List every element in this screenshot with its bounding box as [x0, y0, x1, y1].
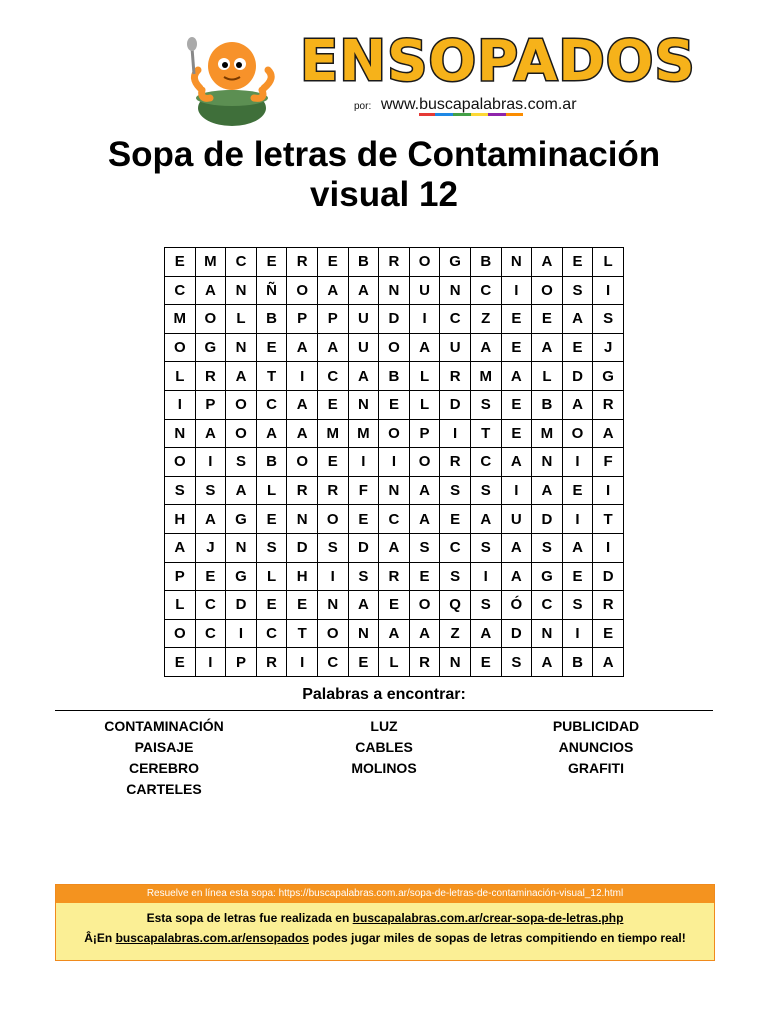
grid-cell: E: [165, 648, 196, 677]
word-list-column-3: [486, 716, 706, 779]
header: [0, 0, 768, 130]
grid-cell: E: [256, 591, 287, 620]
grid-cell: S: [470, 591, 501, 620]
grid-cell: I: [593, 276, 624, 305]
grid-cell: Q: [440, 591, 471, 620]
grid-cell: A: [562, 390, 593, 419]
grid-cell: N: [440, 648, 471, 677]
grid-cell: C: [256, 390, 287, 419]
grid-cell: O: [379, 419, 410, 448]
grid-cell: L: [226, 305, 257, 334]
grid-row: [165, 562, 624, 591]
grid-cell: A: [532, 648, 563, 677]
grid-cell: R: [593, 390, 624, 419]
brand-logo: ENSOPADOS: [300, 29, 696, 94]
grid-cell: L: [165, 362, 196, 391]
grid-cell: M: [470, 362, 501, 391]
grid-cell: A: [226, 476, 257, 505]
grid-cell: I: [562, 505, 593, 534]
grid-cell: B: [348, 248, 379, 277]
page-title: [0, 135, 768, 215]
grid-cell: A: [562, 533, 593, 562]
word-list-column-1: [54, 716, 274, 800]
grid-cell: S: [256, 533, 287, 562]
grid-cell: S: [501, 648, 532, 677]
grid-cell: Ó: [501, 591, 532, 620]
word-item: CABLES: [355, 739, 413, 755]
grid-cell: N: [532, 448, 563, 477]
grid-cell: L: [379, 648, 410, 677]
grid-cell: I: [165, 390, 196, 419]
grid-cell: R: [256, 648, 287, 677]
grid-cell: N: [226, 533, 257, 562]
grid-cell: O: [379, 333, 410, 362]
grid-cell: I: [562, 448, 593, 477]
ensopados-link[interactable]: buscapalabras.com.ar/ensopados: [115, 931, 309, 945]
grid-cell: C: [317, 362, 348, 391]
grid-cell: E: [562, 476, 593, 505]
grid-cell: C: [165, 276, 196, 305]
grid-cell: O: [317, 619, 348, 648]
word-search-grid: [164, 247, 624, 677]
grid-cell: G: [226, 505, 257, 534]
grid-cell: D: [348, 533, 379, 562]
grid-cell: N: [348, 390, 379, 419]
grid-cell: L: [256, 562, 287, 591]
grid-cell: P: [165, 562, 196, 591]
title-line-2: visual 12: [310, 175, 458, 214]
grid-cell: A: [379, 533, 410, 562]
grid-cell: E: [501, 390, 532, 419]
grid-cell: E: [562, 562, 593, 591]
grid-cell: S: [593, 305, 624, 334]
grid-cell: N: [379, 476, 410, 505]
grid-cell: C: [440, 305, 471, 334]
grid-cell: A: [379, 619, 410, 648]
grid-cell: S: [562, 591, 593, 620]
grid-cell: R: [440, 362, 471, 391]
grid-cell: S: [470, 533, 501, 562]
grid-cell: N: [348, 619, 379, 648]
grid-row: [165, 505, 624, 534]
grid-cell: A: [165, 533, 196, 562]
grid-cell: A: [287, 419, 318, 448]
grid-cell: O: [165, 448, 196, 477]
grid-cell: O: [195, 305, 226, 334]
grid-cell: M: [195, 248, 226, 277]
play-suffix: podes jugar miles de sopas de letras compitiendo en tiempo real!: [308, 931, 686, 945]
grid-cell: N: [440, 276, 471, 305]
grid-cell: I: [409, 305, 440, 334]
grid-cell: Z: [440, 619, 471, 648]
grid-cell: N: [532, 619, 563, 648]
grid-cell: B: [256, 305, 287, 334]
grid-cell: A: [501, 533, 532, 562]
octopus-mascot-logo: [180, 28, 280, 128]
grid-cell: O: [226, 390, 257, 419]
grid-cell: S: [348, 562, 379, 591]
grid-cell: U: [348, 333, 379, 362]
grid-cell: B: [470, 248, 501, 277]
grid-cell: T: [256, 362, 287, 391]
grid-cell: F: [593, 448, 624, 477]
grid-cell: I: [348, 448, 379, 477]
grid-cell: I: [440, 419, 471, 448]
grid-cell: I: [195, 648, 226, 677]
grid-cell: E: [562, 333, 593, 362]
byline-por: por:: [354, 101, 372, 112]
grid-cell: E: [256, 248, 287, 277]
grid-cell: R: [287, 248, 318, 277]
grid-cell: R: [195, 362, 226, 391]
grid-cell: O: [165, 333, 196, 362]
grid-cell: A: [470, 619, 501, 648]
word-list-column-2: [274, 716, 494, 779]
word-item: CEREBRO: [128, 760, 199, 776]
grid-cell: M: [165, 305, 196, 334]
grid-cell: L: [409, 390, 440, 419]
grid-cell: R: [409, 648, 440, 677]
grid-cell: S: [165, 476, 196, 505]
grid-cell: Z: [470, 305, 501, 334]
grid-cell: P: [226, 648, 257, 677]
grid-cell: E: [593, 619, 624, 648]
grid-cell: L: [256, 476, 287, 505]
grid-cell: U: [440, 333, 471, 362]
grid-cell: O: [287, 448, 318, 477]
site-url[interactable]: [381, 96, 577, 116]
grid-cell: O: [409, 448, 440, 477]
grid-cell: P: [195, 390, 226, 419]
grid-cell: E: [317, 390, 348, 419]
grid-row: [165, 448, 624, 477]
grid-cell: N: [165, 419, 196, 448]
grid-cell: D: [593, 562, 624, 591]
grid-cell: D: [562, 362, 593, 391]
grid-cell: A: [195, 419, 226, 448]
grid-cell: C: [532, 591, 563, 620]
play-line: [56, 931, 714, 945]
grid-cell: E: [348, 648, 379, 677]
grid-cell: A: [532, 476, 563, 505]
grid-cell: M: [348, 419, 379, 448]
grid-cell: A: [348, 276, 379, 305]
grid-cell: A: [501, 562, 532, 591]
grid-cell: E: [287, 591, 318, 620]
grid-cell: S: [470, 390, 501, 419]
grid-cell: O: [165, 619, 196, 648]
grid-cell: D: [226, 591, 257, 620]
grid-cell: G: [195, 333, 226, 362]
grid-cell: A: [532, 333, 563, 362]
create-link[interactable]: buscapalabras.com.ar/crear-sopa-de-letras.php: [352, 911, 624, 925]
grid-cell: B: [532, 390, 563, 419]
grid-row: [165, 533, 624, 562]
title-line-1: Sopa de letras de Contaminación: [107, 135, 661, 174]
grid-cell: C: [195, 619, 226, 648]
grid-cell: O: [287, 276, 318, 305]
grid-cell: E: [195, 562, 226, 591]
word-item: GRAFITI: [568, 760, 624, 776]
grid-cell: U: [501, 505, 532, 534]
grid-cell: R: [379, 248, 410, 277]
grid-cell: O: [409, 591, 440, 620]
grid-cell: E: [379, 390, 410, 419]
grid-cell: I: [562, 619, 593, 648]
grid-cell: B: [379, 362, 410, 391]
grid-cell: O: [226, 419, 257, 448]
grid-cell: C: [470, 276, 501, 305]
grid-cell: A: [409, 333, 440, 362]
grid-cell: E: [348, 505, 379, 534]
grid-cell: C: [470, 448, 501, 477]
grid-cell: L: [532, 362, 563, 391]
grid-cell: B: [562, 648, 593, 677]
grid-cell: I: [226, 619, 257, 648]
grid-cell: O: [532, 276, 563, 305]
grid-row: [165, 390, 624, 419]
grid-cell: A: [501, 362, 532, 391]
grid-cell: O: [409, 248, 440, 277]
grid-cell: M: [317, 419, 348, 448]
grid-cell: A: [287, 390, 318, 419]
grid-cell: A: [256, 419, 287, 448]
grid-row: [165, 419, 624, 448]
grid-cell: E: [470, 648, 501, 677]
grid-cell: C: [440, 533, 471, 562]
online-solve-link[interactable]: Resuelve en línea esta sopa: https://buscapalabras.com.ar/sopa-de-letras-de-contaminación-visual_12.html: [56, 885, 714, 903]
grid-cell: I: [593, 533, 624, 562]
grid-cell: P: [317, 305, 348, 334]
site-byline: [354, 96, 577, 114]
grid-cell: G: [532, 562, 563, 591]
grid-cell: C: [226, 248, 257, 277]
grid-cell: L: [409, 362, 440, 391]
footer-box: [55, 884, 715, 961]
site-prefix: www.: [380, 96, 420, 113]
grid-cell: D: [532, 505, 563, 534]
word-item: CONTAMINACIÓN: [104, 718, 224, 734]
grid-cell: I: [287, 648, 318, 677]
grid-cell: S: [409, 533, 440, 562]
grid-cell: R: [593, 591, 624, 620]
words-heading: Palabras a encontrar:: [302, 686, 466, 703]
grid-cell: E: [409, 562, 440, 591]
made-prefix: Esta sopa de letras fue realizada en: [146, 911, 353, 925]
grid-cell: E: [256, 333, 287, 362]
word-item: CARTELES: [126, 781, 202, 797]
grid-cell: P: [409, 419, 440, 448]
grid-cell: E: [256, 505, 287, 534]
grid-row: [165, 333, 624, 362]
grid-cell: R: [379, 562, 410, 591]
grid-cell: A: [195, 505, 226, 534]
grid-cell: G: [440, 248, 471, 277]
grid-cell: R: [287, 476, 318, 505]
grid-cell: C: [256, 619, 287, 648]
grid-cell: I: [501, 476, 532, 505]
grid-cell: A: [409, 476, 440, 505]
grid-cell: A: [532, 248, 563, 277]
grid-cell: S: [195, 476, 226, 505]
grid-cell: R: [317, 476, 348, 505]
grid-cell: E: [317, 248, 348, 277]
grid-cell: S: [532, 533, 563, 562]
grid-cell: I: [593, 476, 624, 505]
grid-cell: I: [470, 562, 501, 591]
grid-cell: E: [562, 248, 593, 277]
grid-cell: O: [317, 505, 348, 534]
grid-cell: A: [409, 619, 440, 648]
grid-row: [165, 648, 624, 677]
grid-cell: A: [317, 276, 348, 305]
grid-cell: M: [532, 419, 563, 448]
grid-cell: C: [379, 505, 410, 534]
grid-row: [165, 305, 624, 334]
grid-cell: J: [593, 333, 624, 362]
grid-cell: D: [379, 305, 410, 334]
grid-cell: S: [440, 476, 471, 505]
grid-row: [165, 248, 624, 277]
grid-cell: S: [226, 448, 257, 477]
play-prefix: Â¡En: [84, 931, 116, 945]
grid-cell: A: [470, 333, 501, 362]
grid-cell: U: [348, 305, 379, 334]
grid-cell: N: [379, 276, 410, 305]
word-item: PAISAJE: [134, 739, 194, 755]
word-item: LUZ: [370, 718, 398, 734]
grid-cell: D: [440, 390, 471, 419]
site-name: buscapalabras: [419, 96, 524, 113]
grid-cell: D: [501, 619, 532, 648]
grid-cell: R: [440, 448, 471, 477]
grid-row: [165, 591, 624, 620]
grid-cell: P: [287, 305, 318, 334]
grid-cell: E: [501, 419, 532, 448]
grid-cell: A: [287, 333, 318, 362]
word-item: ANUNCIOS: [558, 739, 634, 755]
site-suffix: .com.ar: [523, 96, 577, 113]
grid-cell: I: [317, 562, 348, 591]
grid-cell: N: [226, 333, 257, 362]
grid-cell: E: [532, 305, 563, 334]
grid-cell: B: [256, 448, 287, 477]
grid-cell: A: [501, 448, 532, 477]
grid-cell: C: [317, 648, 348, 677]
grid-row: [165, 619, 624, 648]
grid-cell: A: [348, 591, 379, 620]
grid-cell: N: [317, 591, 348, 620]
grid-row: [165, 362, 624, 391]
grid-cell: D: [287, 533, 318, 562]
grid-cell: F: [348, 476, 379, 505]
grid-cell: S: [562, 276, 593, 305]
grid-cell: T: [287, 619, 318, 648]
made-with-line: [56, 911, 714, 925]
grid-cell: I: [501, 276, 532, 305]
grid-cell: S: [440, 562, 471, 591]
grid-cell: L: [593, 248, 624, 277]
grid-cell: T: [470, 419, 501, 448]
grid-row: [165, 476, 624, 505]
grid-cell: J: [195, 533, 226, 562]
grid-cell: G: [226, 562, 257, 591]
grid-cell: Ñ: [256, 276, 287, 305]
grid-cell: N: [501, 248, 532, 277]
grid-cell: H: [287, 562, 318, 591]
grid-row: [165, 276, 624, 305]
grid-cell: G: [593, 362, 624, 391]
grid-cell: E: [501, 333, 532, 362]
grid-cell: A: [317, 333, 348, 362]
grid-cell: C: [195, 591, 226, 620]
grid-cell: A: [409, 505, 440, 534]
grid-cell: E: [165, 248, 196, 277]
grid-cell: L: [165, 591, 196, 620]
grid-cell: T: [593, 505, 624, 534]
grid-cell: A: [195, 276, 226, 305]
grid-cell: S: [317, 533, 348, 562]
divider: [55, 710, 713, 711]
grid-cell: A: [593, 648, 624, 677]
grid-cell: E: [317, 448, 348, 477]
grid-cell: N: [287, 505, 318, 534]
grid-cell: A: [348, 362, 379, 391]
grid-cell: A: [562, 305, 593, 334]
grid-cell: E: [440, 505, 471, 534]
grid-cell: O: [562, 419, 593, 448]
grid-cell: I: [195, 448, 226, 477]
grid-cell: S: [470, 476, 501, 505]
grid-cell: H: [165, 505, 196, 534]
grid-cell: A: [226, 362, 257, 391]
grid-cell: I: [379, 448, 410, 477]
word-item: MOLINOS: [351, 760, 417, 776]
grid-cell: A: [593, 419, 624, 448]
grid-cell: U: [409, 276, 440, 305]
grid-cell: N: [226, 276, 257, 305]
grid-cell: I: [287, 362, 318, 391]
grid-cell: A: [470, 505, 501, 534]
word-item: PUBLICIDAD: [552, 718, 640, 734]
grid-cell: E: [379, 591, 410, 620]
grid-cell: E: [501, 305, 532, 334]
